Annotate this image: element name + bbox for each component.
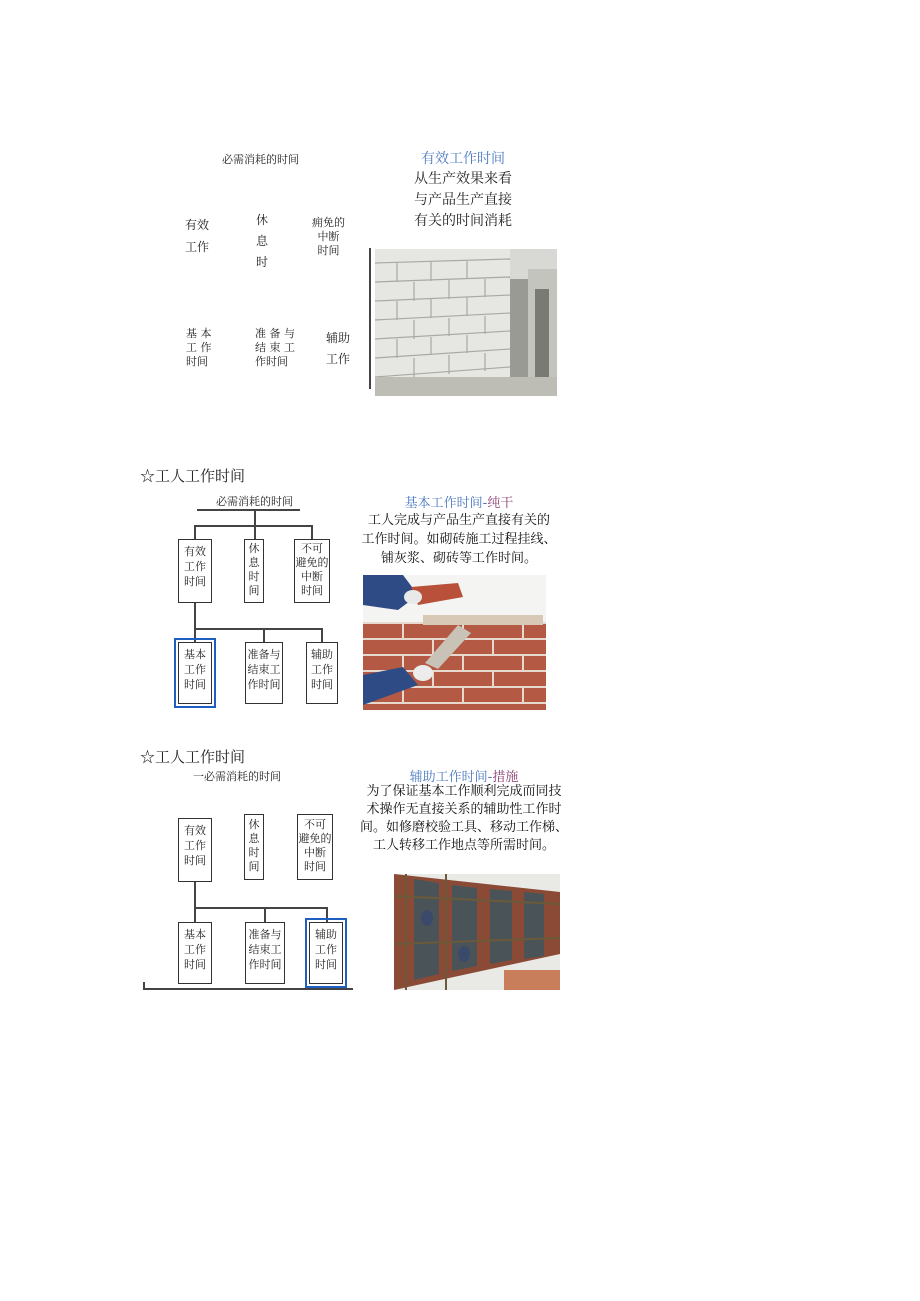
tree-top-label: 一必需消耗的时间 bbox=[193, 770, 281, 783]
bottom-rule-tick bbox=[143, 982, 145, 989]
tree-top-label: 必需消耗的时间 bbox=[216, 495, 293, 508]
tree-top-label: 必需消耗的时间 bbox=[222, 153, 299, 166]
node-auxiliary: 辅助 工作 时间 bbox=[306, 642, 338, 704]
tree-connector bbox=[194, 628, 322, 630]
tree-connector bbox=[326, 907, 328, 922]
tree-connector bbox=[254, 525, 256, 539]
bricklaying-photo bbox=[363, 575, 546, 710]
node-unavoidable: 痈免的 中断 时间 bbox=[312, 216, 345, 257]
tree-connector bbox=[194, 907, 327, 909]
section-title: 辅助工作时间-措施 bbox=[409, 770, 519, 785]
tree-top-underline bbox=[197, 509, 300, 511]
tree-connector bbox=[194, 525, 311, 527]
tree-connector bbox=[194, 603, 196, 628]
tree-connector bbox=[254, 510, 256, 526]
node-effective-work: 有效 工作 bbox=[185, 218, 210, 254]
node-prep-finish: 准 备 与 结 束 工 作时间 bbox=[255, 327, 295, 368]
node-prep-finish: 准备与 结束工 作时间 bbox=[245, 642, 283, 704]
tree-connector bbox=[321, 628, 323, 642]
section-heading: ☆工人工作时间 bbox=[140, 748, 246, 766]
node-basic-work-highlighted: 基本 工作 时间 bbox=[178, 642, 212, 704]
node-auxiliary: 辅助 工作 bbox=[326, 331, 351, 366]
tree-connector bbox=[194, 525, 196, 539]
tree-connector bbox=[194, 907, 196, 922]
node-rest: 休 息 时 间 bbox=[244, 539, 264, 603]
section-description: 从生产效果来看 与产品生产直接 有关的时间消耗 bbox=[414, 171, 512, 229]
node-rest: 休 息 时 bbox=[256, 213, 269, 269]
block-wall-photo bbox=[375, 249, 557, 396]
node-rest: 休 息 时 间 bbox=[244, 814, 264, 880]
section-description: 为了保证基本工作顺利完成而同技 术操作无直接关系的辅助性工作时 间。如修磨校验工具、移动工作梯、 工人转移工作地点等所需时间。 bbox=[359, 784, 568, 853]
node-basic-work: 基本 工作 时间 bbox=[178, 922, 212, 984]
tree-connector bbox=[194, 882, 196, 908]
section-title: 有效工作时间 bbox=[421, 151, 505, 167]
section-heading: ☆工人工作时间 bbox=[140, 467, 246, 485]
node-prep-finish: 准备与 结束工 作时间 bbox=[245, 922, 285, 984]
node-basic-work: 基 本 工 作 时间 bbox=[186, 327, 212, 368]
divider-line bbox=[369, 248, 371, 389]
node-effective-work: 有效 工作 时间 bbox=[178, 539, 212, 603]
section-description: 工人完成与产品生产直接有关的 工作时间。如砌砖施工过程挂线、 铺灰浆、砌砖等工作时间。 bbox=[361, 513, 557, 566]
bottom-rule bbox=[143, 988, 353, 990]
tree-connector bbox=[194, 628, 196, 642]
node-auxiliary-highlighted: 辅助 工作 时间 bbox=[309, 922, 343, 984]
node-effective-work: 有效 工作 时间 bbox=[178, 818, 212, 882]
scaffolding-photo bbox=[394, 874, 560, 990]
tree-connector bbox=[263, 628, 265, 642]
node-unavoidable: 不可 避免的 中断 时间 bbox=[294, 539, 330, 603]
section-title: 基本工作时间-纯干 bbox=[404, 496, 514, 511]
tree-connector bbox=[311, 525, 313, 539]
node-unavoidable: 不可 避免的 中断 时间 bbox=[297, 814, 333, 880]
tree-connector bbox=[264, 907, 266, 922]
